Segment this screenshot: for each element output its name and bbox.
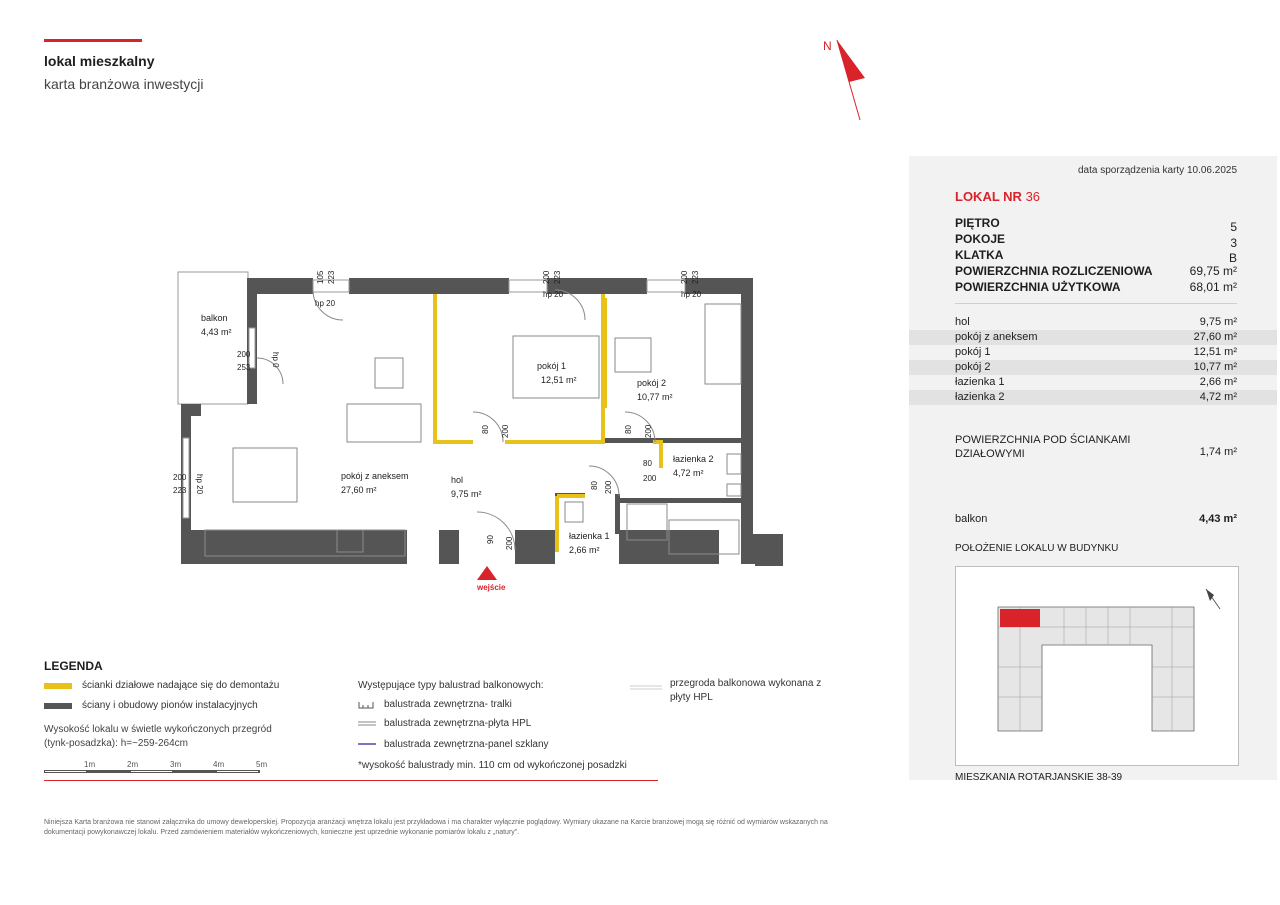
plan-area-pokoj1: 12,51 m²	[541, 375, 577, 385]
plyta-hpl-icon	[358, 721, 376, 727]
plan-label-lazienka2: łazienka 2	[673, 454, 714, 464]
exterior-walls	[181, 278, 783, 566]
room-row	[909, 375, 1277, 390]
room-row	[909, 360, 1277, 375]
address-label: MIESZKANIA ROTARJANSKIE 38-39	[955, 772, 1123, 783]
plan-area-balkon: 4,43 m²	[201, 327, 232, 337]
room-name: pokój z aneksem	[955, 331, 1038, 343]
legend-height-note: Wysokość lokalu w świetle wykończonych przegród (tynk-posadzka): h=~259-264cm	[44, 724, 272, 749]
summary-val-pietro: 5	[1230, 220, 1237, 234]
dim-window2-height: 223	[553, 270, 562, 284]
summary-key-pokoje: POKOJE	[955, 232, 1006, 246]
room-area: 4,72 m²	[1199, 391, 1237, 403]
room-area: 9,75 m²	[1199, 316, 1237, 328]
disclaimer-text: Niniejsza Karta branżowa nie stanowi załącznika do umowy deweloperskiej. Propozycja aranżacji wnętrza lokalu jest przykładowa i ma charakter wyłącznie poglądowy. Wymiary ukazane na Karcie branżowej mogą się różnić od wymiarów wskazanych na dokumentacji powykonawczej lokalu. Przed zamówieniem materiałów wykończeniowych, konieczne jest uprzednie wykonanie pomiarów lokalu z „natury”.	[44, 819, 828, 836]
dim-window1-width: 105	[316, 270, 325, 284]
balustrady-title: Występujące typy balustrad balkonowych:	[358, 680, 544, 691]
dim-side-window-width: 200	[173, 473, 187, 482]
dim-side-window-height: 223	[173, 486, 187, 495]
lokal-heading	[955, 189, 1040, 204]
summary-val-pow-uzytkowa: 68,01 m²	[1189, 280, 1237, 294]
room-name: łazienka 1	[955, 376, 1005, 388]
tralki-icon	[358, 701, 374, 709]
dim-door-lazienka1-height: 200	[604, 480, 613, 494]
scale-bar-segment	[44, 770, 87, 773]
furniture	[205, 304, 741, 556]
room-area: 12,51 m²	[1193, 346, 1237, 358]
scale-bar-segment	[216, 770, 259, 773]
plan-label-pokoj2: pokój 2	[637, 378, 667, 388]
room-name: pokój 1	[955, 346, 991, 358]
plan-label-aneks: pokój z aneksem	[341, 471, 409, 481]
dim-door-lazienka2-height: 200	[643, 474, 657, 483]
room-name: łazienka 2	[955, 391, 1005, 403]
compass-n-label: N	[823, 39, 832, 53]
summary-key-pietro: PIĘTRO	[955, 216, 1000, 230]
dim-door-lazienka2-width: 80	[643, 459, 652, 468]
dim-balcony-door-hp: hp 0	[271, 352, 280, 368]
legend-gray-label: ściany i obudowy pionów instalacyjnych	[82, 700, 258, 711]
summary-panel	[909, 156, 1277, 783]
plan-area-lazienka2: 4,72 m²	[673, 468, 704, 478]
scale-label: 1m	[84, 760, 96, 769]
date-label: data sporządzenia karty 10.06.2025	[1078, 165, 1237, 176]
legend-title: LEGENDA	[44, 659, 103, 673]
plan-label-balkon: balkon	[201, 313, 228, 323]
dim-window2-width: 200	[542, 270, 551, 284]
legend-gray-swatch	[44, 703, 72, 709]
legend-divider	[44, 780, 658, 781]
room-name: hol	[955, 316, 970, 328]
scale-label: 3m	[170, 760, 182, 769]
summary-val-pokoje: 3	[1230, 236, 1237, 250]
room-name: pokój 2	[955, 361, 991, 373]
plan-area-pokoj2: 10,77 m²	[637, 392, 673, 402]
dim-window1-hp: hp 20	[315, 299, 336, 308]
scale-label: 4m	[213, 760, 225, 769]
hpl-partition-icon	[630, 685, 662, 691]
room-row	[909, 330, 1277, 345]
dim-door-pokoj1-width: 80	[481, 425, 490, 434]
entrance-label: wejście	[477, 583, 506, 592]
dim-entrance-height: 200	[505, 536, 514, 550]
dim-side-window-hp: hp 20	[195, 474, 204, 495]
location-title: POŁOŻENIE LOKALU W BUDYNKU	[955, 543, 1119, 554]
balkon-value: 4,43 m²	[1199, 513, 1237, 525]
room-area: 10,77 m²	[1193, 361, 1237, 373]
document-title: lokal mieszkalny	[44, 53, 155, 69]
entrance-marker-icon	[477, 566, 497, 580]
plan-label-pokoj1: pokój 1	[537, 361, 567, 371]
legend-yellow-swatch	[44, 683, 72, 689]
door-swings	[257, 290, 655, 550]
balkon-label: balkon	[955, 513, 988, 525]
plan-label-lazienka1: łazienka 1	[569, 531, 610, 541]
dim-window3-width: 200	[680, 270, 689, 284]
scale-label: 5m	[256, 760, 268, 769]
summary-val-klatka: B	[1228, 251, 1237, 265]
dim-window1-height: 223	[327, 270, 336, 284]
plan-area-lazienka1: 2,66 m²	[569, 545, 600, 555]
panel-divider	[955, 303, 1237, 304]
dim-entrance-width: 90	[486, 535, 495, 544]
legend-yellow-label: ścianki działowe nadające się do demontażu	[82, 680, 280, 691]
balustrady-note: *wysokość balustrady min. 110 cm od wykończonej posadzki	[358, 760, 627, 771]
dim-window3-height: 223	[691, 270, 700, 284]
plan-area-aneks: 27,60 m²	[341, 485, 377, 495]
minimap-compass-icon	[1206, 589, 1220, 609]
dim-window2-hp: hp 20	[543, 290, 564, 299]
scale-bar	[44, 760, 269, 782]
room-area: 27,60 m²	[1193, 331, 1237, 343]
scale-bar-segment	[130, 770, 173, 773]
summary-key-klatka: KLATKA	[955, 248, 1004, 262]
room-row	[909, 345, 1277, 360]
header-accent-bar	[44, 39, 142, 42]
summary-val-pow-rozliczeniowa: 69,75 m²	[1189, 264, 1237, 278]
under-walls-label: POWIERZCHNIA POD ŚCIANKAMI DZIAŁOWYMI	[955, 434, 1131, 460]
building-location-map	[955, 566, 1239, 766]
dim-door-pokoj2-width: 80	[624, 425, 633, 434]
dim-door-pokoj2-height: 200	[644, 424, 653, 438]
dim-balcony-door-height: 253	[237, 363, 251, 372]
hpl-partition-note: przegroda balkonowa wykonana z płyty HPL	[670, 678, 822, 703]
dim-balcony-door-width: 200	[237, 350, 251, 359]
north-compass-icon	[815, 32, 875, 124]
summary-key-pow-uzytkowa: POWIERZCHNIA UŻYTKOWA	[955, 280, 1121, 294]
room-row	[909, 390, 1277, 405]
plan-label-hol: hol	[451, 475, 464, 485]
apartment-highlight	[1000, 609, 1040, 627]
dim-door-pokoj1-height: 200	[501, 424, 510, 438]
panel-szklany-icon	[358, 741, 376, 747]
dim-window3-hp: hp 20	[681, 290, 702, 299]
dim-door-lazienka1-width: 80	[590, 481, 599, 490]
summary-key-pow-rozliczeniowa: POWIERZCHNIA ROZLICZENIOWA	[955, 264, 1153, 278]
room-row	[909, 315, 1277, 330]
scale-label: 2m	[127, 760, 139, 769]
floor-plan	[175, 268, 795, 598]
balustrada-szklo-label: balustrada zewnętrzna-panel szklany	[384, 739, 549, 750]
balustrada-tralki-label: balustrada zewnętrzna- tralki	[384, 699, 512, 710]
plan-area-hol: 9,75 m²	[451, 489, 482, 499]
balustrada-hpl-label: balustrada zewnętrzna-płyta HPL	[384, 718, 532, 729]
balcony-outline	[178, 272, 248, 404]
document-subtitle: karta branżowa inwestycji	[44, 76, 204, 92]
under-walls-value: 1,74 m²	[1199, 446, 1237, 458]
lokal-prefix: LOKAL NR	[955, 189, 1022, 204]
lokal-number: 36	[1025, 189, 1041, 204]
room-area: 2,66 m²	[1199, 376, 1237, 388]
